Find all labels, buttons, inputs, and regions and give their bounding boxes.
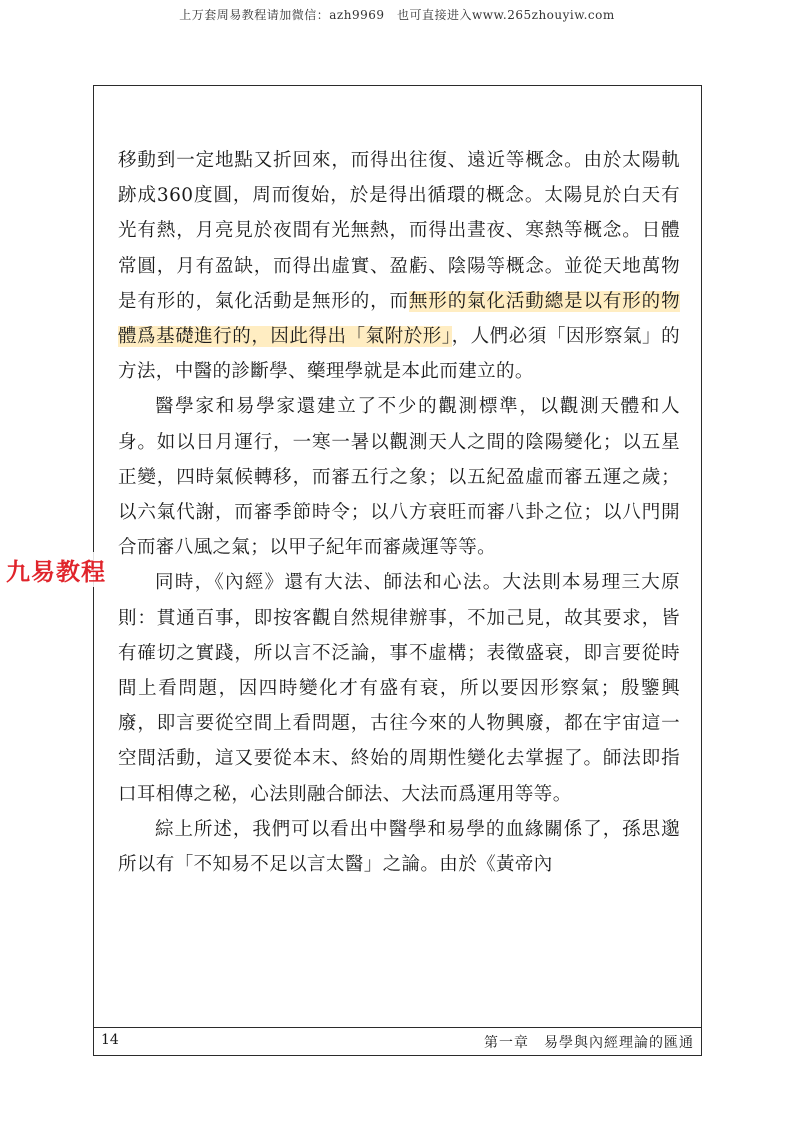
top-banner: 上万套周易教程请加微信：azh9969 也可直接进入www.265zhouyiw.com xyxy=(179,8,615,22)
paragraph-3: 同時，《內經》還有大法、師法和心法。大法則本易理三大原則：貫通百事，即按客觀自然規律辦事，不加己見，故其要求，皆有確切之實踐，所以言不泛論，事不虛構；表徵盛衰，即言要從時間上看問題，因四時變化才有盛有衰，所以要因形察氣；殷鑒興廢，即言要從空間上看問題，古往今來的人物興廢，都在宇宙這一空間活動，這又要從本末、終始的周期性變化去掌握了。師法即指口耳相傳之秘，心法則融合師法、大法而爲運用等等。 xyxy=(118,572,680,805)
paragraph-1 xyxy=(118,143,680,389)
chapter-title: 第一章 易學與內經理論的匯通 xyxy=(484,1035,694,1051)
body-text xyxy=(118,143,680,882)
paragraph-4: 綜上所述，我們可以看出中醫學和易學的血緣關係了，孫思邈所以有「不知易不足以言太醫」之論。由於《黃帝內 xyxy=(118,818,680,876)
paragraph-2: 醫學家和易學家還建立了不少的觀測標準，以觀測天體和人身。如以日月運行，一寒一暑以觀測天人之間的陰陽變化；以五星正變，四時氣候轉移，而審五行之象；以五紀盈虛而審五運之歲；以六氣代謝，而審季節時令；以八方衰旺而審八卦之位；以八門開合而審八風之氣；以甲子紀年而審歲運等等。 xyxy=(118,396,680,559)
footer-rule xyxy=(93,1027,702,1028)
watermark-logo: 九易教程 xyxy=(4,552,108,587)
paragraph-1-text: 移動到一定地點又折回來，而得出往復、遠近等概念。由於太陽軌跡成360度圓，周而復始，於是得出循環的概念。太陽見於白天有光有熱，月亮見於夜間有光無熱，而得出晝夜、寒熱等概念。日體常圓，月有盈缺，而得出虛實、盈虧、陰陽等概念。並從天地萬物是有形的，氣化活動是無形的，而 xyxy=(118,150,680,312)
paragraph-1-text-after: ，人們必須「因形察氣」的方法，中醫的診斷學、藥理學就是本此而建立的。 xyxy=(118,326,681,383)
highlighted-passage: 無形的氣化活動總是以有形的物體爲基礎進行的，因此得出「氣附於形」 xyxy=(118,290,680,348)
page-number: 14 xyxy=(101,1032,119,1048)
